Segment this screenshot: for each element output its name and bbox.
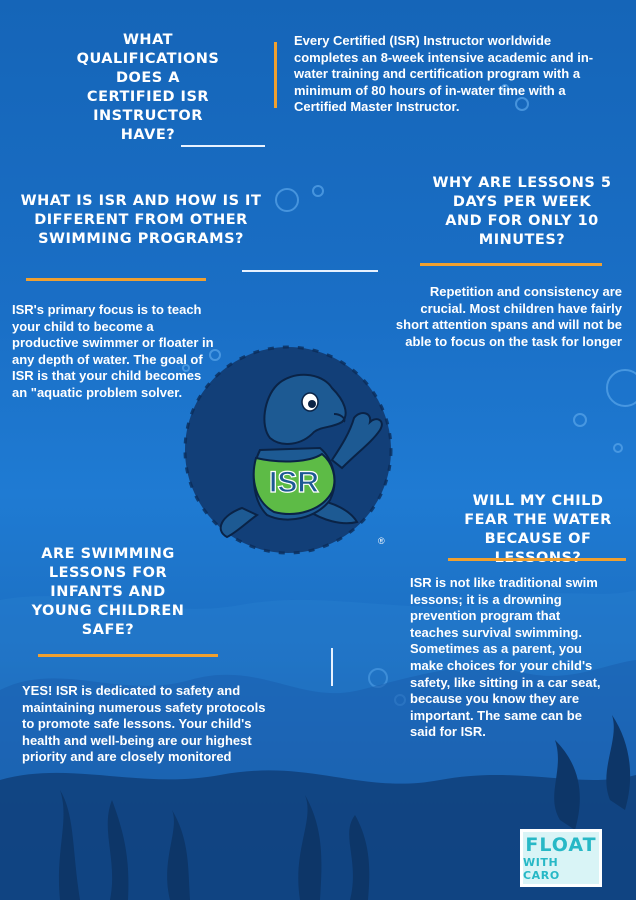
isr-mascot-logo	[182, 340, 398, 562]
qualifications-heading: WHAT QUALIFICATIONS DOES A CERTIFIED ISR INSTRUCTOR HAVE?	[76, 32, 220, 143]
mascot-shirt-text: ISR	[268, 466, 320, 499]
why-five-days-heading: WHY ARE LESSONS 5 DAYS PER WEEK AND FOR ONLY 10 MINUTES?	[432, 175, 612, 248]
center-divider	[242, 270, 378, 272]
registered-mark: ®	[378, 536, 385, 546]
fear-water-divider	[448, 558, 626, 561]
fear-water-heading: WILL MY CHILD FEAR THE WATER BECAUSE OF	[464, 493, 612, 547]
qualifications-divider	[181, 145, 265, 147]
qualifications-accent-bar	[274, 42, 277, 108]
logo-line1: FLOAT	[525, 833, 597, 856]
logo-line2: WITH CARO	[523, 855, 560, 882]
why-five-days-divider	[420, 263, 602, 266]
float-with-caro-logo	[520, 829, 602, 887]
safety-divider	[38, 654, 218, 657]
what-is-isr-divider	[26, 278, 206, 281]
what-is-isr-heading: WHAT IS ISR AND HOW IS IT DIFFERENT FROM OTHER SWIMMING PROGRAMS?	[20, 193, 262, 247]
fear-water-body: ISR is not like traditional swim lessons; it is a drowning prevention program that teaches survival swimming. Sometimes as a parent, you make choices for your child's safety, like sitting in a car seat, because you know they are important. The same can be said for ISR.	[410, 575, 601, 740]
safety-heading: ARE SWIMMING LESSONS FOR INFANTS AND YOUNG CHILDREN SAFE?	[31, 546, 185, 638]
safety-body: YES! ISR is dedicated to safety and maintaining numerous safety protocols to promote safe lessons. Your child's health and well-being are our highest priority and are closely monitored	[22, 683, 266, 765]
qualifications-body: Every Certified (ISR) Instructor worldwide completes an 8-week intensive academic and in-water training and certification program with a minimum of 80 hours of in-water time with a Certified Master Instructor.	[294, 33, 594, 115]
what-is-isr-body: ISR's primary focus is to teach your child to become a productive swimmer or floater in any depth of water. The goal of ISR is that your child becomes an "aquatic problem solver.	[12, 302, 214, 400]
safety-accent-bar	[331, 648, 333, 686]
why-five-days-body: Repetition and consistency are crucial. Most children have fairly short attention spans and will not be able to focus on the task for longer	[395, 284, 622, 349]
